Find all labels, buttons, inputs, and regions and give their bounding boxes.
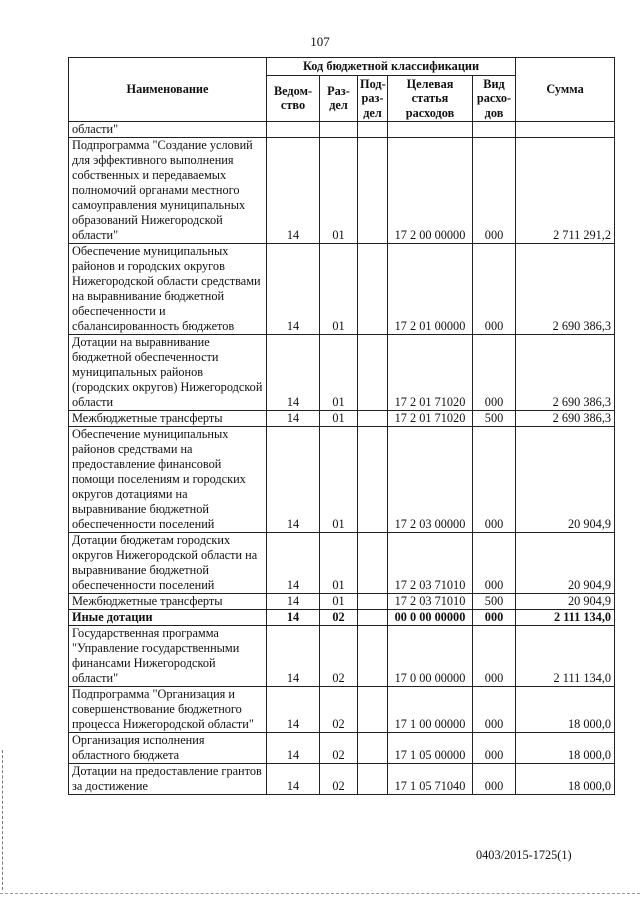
table-body	[69, 122, 615, 795]
margin-mark	[2, 750, 5, 890]
header-name: Наименование	[69, 58, 267, 122]
row-section: 01	[320, 427, 358, 533]
row-section: 01	[320, 138, 358, 244]
row-name: Межбюджетные трансферты	[69, 411, 267, 427]
row-name: Дотации на выравнивание бюджетной обеспеченности муниципальных районов (городских округов) Нижегородской области	[69, 335, 267, 411]
row-expense-type: 000	[473, 138, 516, 244]
row-subsection	[358, 733, 388, 764]
table-row	[69, 427, 615, 533]
row-name: Дотации на предоставление грантов за достижение	[69, 764, 267, 795]
header-subsection: Под-раз-дел	[358, 75, 388, 122]
row-subsection	[358, 594, 388, 610]
row-name: Обеспечение муниципальных районов и городских округов Нижегородской области средствами на выравнивание бюджетной обеспеченности и сбалансированность бюджетов	[69, 244, 267, 335]
table-row	[69, 122, 615, 138]
row-expense-type: 000	[473, 335, 516, 411]
header-amount: Сумма	[516, 58, 615, 122]
row-subsection	[358, 244, 388, 335]
header-section: Раз-дел	[320, 75, 358, 122]
row-amount: 20 904,9	[516, 594, 615, 610]
row-amount: 18 000,0	[516, 687, 615, 733]
row-expense-type: 000	[473, 244, 516, 335]
row-target-article: 17 2 03 71010	[388, 533, 473, 594]
row-target-article: 17 1 05 00000	[388, 733, 473, 764]
row-section: 01	[320, 335, 358, 411]
row-target-article: 17 1 00 00000	[388, 687, 473, 733]
row-amount: 2 690 386,3	[516, 244, 615, 335]
row-department: 14	[267, 138, 320, 244]
row-section: 02	[320, 764, 358, 795]
table-row	[69, 411, 615, 427]
row-amount	[516, 122, 615, 138]
table-row	[69, 594, 615, 610]
row-section: 02	[320, 687, 358, 733]
table-row	[69, 626, 615, 687]
row-section: 01	[320, 533, 358, 594]
row-section: 02	[320, 610, 358, 626]
row-department: 14	[267, 687, 320, 733]
row-target-article: 00 0 00 00000	[388, 610, 473, 626]
row-subsection	[358, 610, 388, 626]
row-subsection	[358, 687, 388, 733]
row-expense-type	[473, 122, 516, 138]
row-target-article: 17 2 01 71020	[388, 335, 473, 411]
row-target-article: 17 2 00 00000	[388, 138, 473, 244]
row-amount: 18 000,0	[516, 764, 615, 795]
table-row	[69, 764, 615, 795]
budget-table	[68, 57, 615, 795]
row-department: 14	[267, 764, 320, 795]
row-name: Подпрограмма "Создание условий для эффективного выполнения собственных и передаваемых полномочий органами местного самоуправления муниципальных образований Нижегородской области"	[69, 138, 267, 244]
table-row	[69, 138, 615, 244]
row-amount: 20 904,9	[516, 427, 615, 533]
row-name: Межбюджетные трансферты	[69, 594, 267, 610]
row-department: 14	[267, 244, 320, 335]
row-section: 02	[320, 626, 358, 687]
row-department: 14	[267, 533, 320, 594]
table-row	[69, 610, 615, 626]
row-expense-type: 500	[473, 594, 516, 610]
header-target-article: Целевая статья расходов	[388, 75, 473, 122]
bottom-divider	[0, 893, 640, 894]
row-subsection	[358, 122, 388, 138]
document-code: 0403/2015-1725(1)	[476, 848, 572, 862]
row-target-article	[388, 122, 473, 138]
row-department: 14	[267, 594, 320, 610]
row-name: Подпрограмма "Организация и совершенствование бюджетного процесса Нижегородской области"	[69, 687, 267, 733]
row-subsection	[358, 138, 388, 244]
row-expense-type: 000	[473, 533, 516, 594]
row-section: 02	[320, 733, 358, 764]
row-amount: 2 111 134,0	[516, 610, 615, 626]
row-department: 14	[267, 411, 320, 427]
table-row	[69, 335, 615, 411]
row-department: 14	[267, 626, 320, 687]
row-name: Дотации бюджетам городских округов Нижегородской области на выравнивание бюджетной обеспеченности поселений	[69, 533, 267, 594]
row-name: области"	[69, 122, 267, 138]
row-section: 01	[320, 411, 358, 427]
row-section	[320, 122, 358, 138]
table-row	[69, 733, 615, 764]
row-target-article: 17 2 01 71020	[388, 411, 473, 427]
row-amount: 18 000,0	[516, 733, 615, 764]
row-name: Обеспечение муниципальных районов средствами на предоставление финансовой помощи поселениям и городских округов дотациями на выравнивание бюджетной обеспеченности поселений	[69, 427, 267, 533]
row-subsection	[358, 427, 388, 533]
row-subsection	[358, 533, 388, 594]
row-subsection	[358, 764, 388, 795]
header-classification-group: Код бюджетной классификации	[267, 58, 516, 76]
table-row	[69, 244, 615, 335]
row-target-article: 17 1 05 71040	[388, 764, 473, 795]
header-department: Ведом-ство	[267, 75, 320, 122]
row-target-article: 17 2 03 71010	[388, 594, 473, 610]
row-expense-type: 500	[473, 411, 516, 427]
row-department: 14	[267, 733, 320, 764]
row-department	[267, 122, 320, 138]
row-expense-type: 000	[473, 626, 516, 687]
row-expense-type: 000	[473, 764, 516, 795]
row-amount: 2 111 134,0	[516, 626, 615, 687]
row-section: 01	[320, 244, 358, 335]
row-subsection	[358, 411, 388, 427]
row-department: 14	[267, 335, 320, 411]
row-subsection	[358, 335, 388, 411]
row-amount: 2 711 291,2	[516, 138, 615, 244]
row-section: 01	[320, 594, 358, 610]
table-header	[69, 58, 615, 122]
row-expense-type: 000	[473, 687, 516, 733]
row-department: 14	[267, 610, 320, 626]
row-amount: 20 904,9	[516, 533, 615, 594]
table-row	[69, 533, 615, 594]
row-expense-type: 000	[473, 733, 516, 764]
page-number: 107	[310, 34, 330, 49]
row-expense-type: 000	[473, 610, 516, 626]
row-name: Государственная программа "Управление государственными финансами Нижегородской области"	[69, 626, 267, 687]
row-name: Организация исполнения областного бюджета	[69, 733, 267, 764]
row-target-article: 17 2 03 00000	[388, 427, 473, 533]
row-expense-type: 000	[473, 427, 516, 533]
row-amount: 2 690 386,3	[516, 335, 615, 411]
row-amount: 2 690 386,3	[516, 411, 615, 427]
row-subsection	[358, 626, 388, 687]
header-expense-type: Вид расхо-дов	[473, 75, 516, 122]
table-row	[69, 687, 615, 733]
row-department: 14	[267, 427, 320, 533]
row-target-article: 17 0 00 00000	[388, 626, 473, 687]
row-target-article: 17 2 01 00000	[388, 244, 473, 335]
row-name: Иные дотации	[69, 610, 267, 626]
